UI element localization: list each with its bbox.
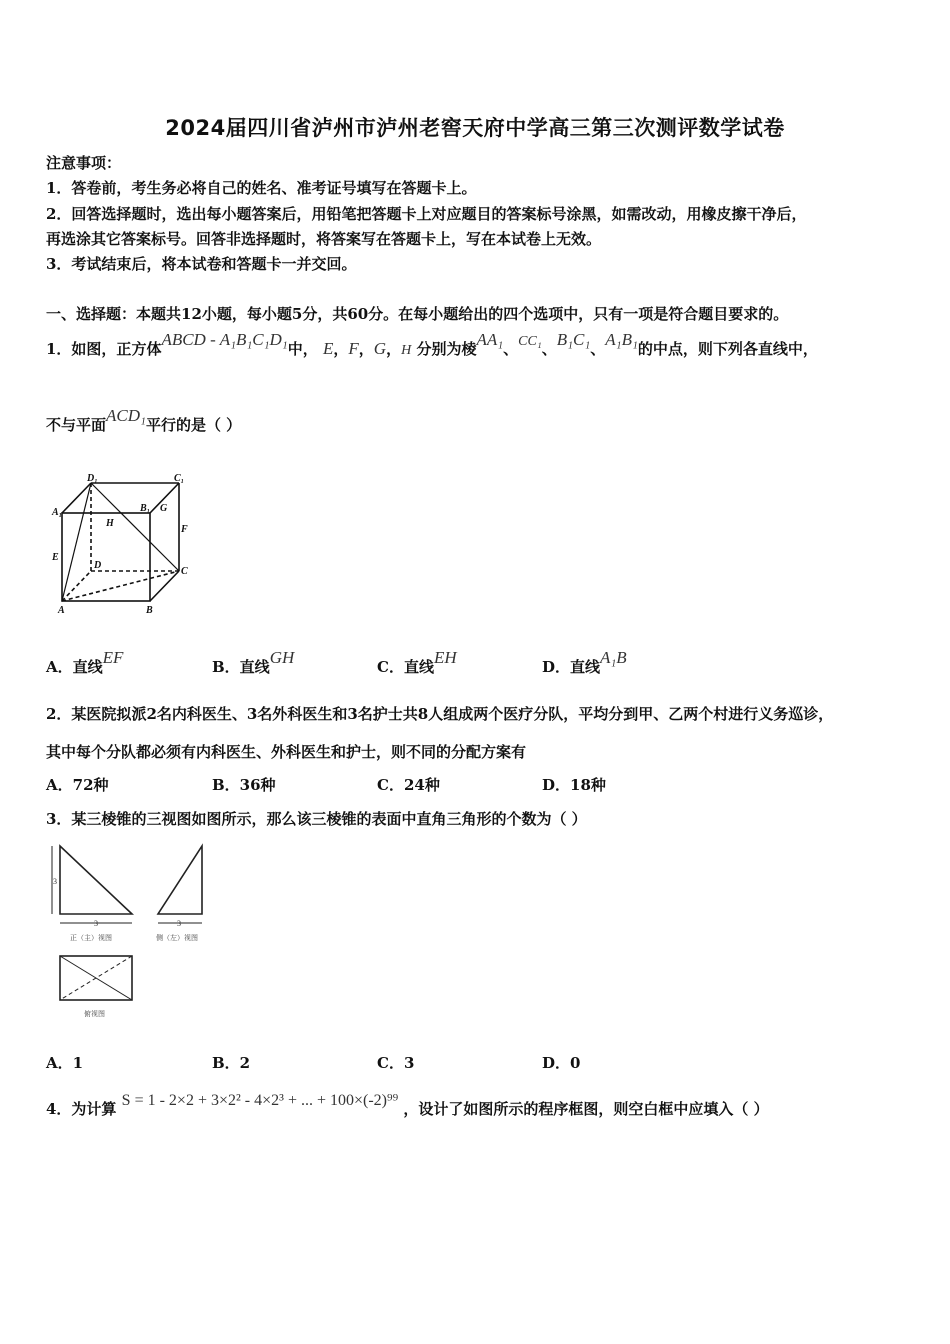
three-view-figure	[44, 838, 224, 1023]
q2-option-b: B．36种	[212, 776, 276, 794]
q1-text: 分别为棱	[416, 340, 477, 358]
notice-item: 3．考试结束后，将本试卷和答题卡一并交回。	[46, 255, 357, 273]
q4-text: 4．为计算	[46, 1100, 117, 1118]
cube-figure	[44, 470, 204, 620]
question-2-line-2: 其中每个分队都必须有内科医生、外科医生和护士，则不同的分配方案有	[46, 743, 527, 761]
question-2-line-1: 2．某医院拟派2名内科医生、3名外科医生和3名护士共8人组成两个医疗分队，平均分到甲、乙两个村进行义务巡诊，	[46, 705, 834, 723]
q1-edge: B₁C₁	[556, 330, 591, 349]
dim-label: 3	[177, 919, 181, 928]
q2-option-d: D．18种	[542, 776, 606, 794]
notice-item: 2．回答选择题时，选出每小题答案后，用铅笔把答题卡上对应题目的答案标号涂黑，如需改动，用橡皮擦干净后，	[46, 205, 807, 223]
cube-label-a: A	[58, 605, 65, 616]
dim-label: 3	[94, 919, 98, 928]
notice-item: 再选涂其它答案标号。回答非选择题时，将答案写在答题卡上，写在本试卷上无效。	[46, 230, 602, 248]
q2-option-c: C．24种	[377, 776, 440, 794]
q3-option-a: A．1	[46, 1054, 84, 1072]
dim-label: 3	[53, 877, 57, 886]
q1-option-a: A．直线EF	[46, 648, 124, 676]
q2-option-a: A．72种	[46, 776, 109, 794]
cube-diagonal	[62, 483, 91, 601]
cube-edge	[62, 483, 91, 513]
side-view-label: 侧（左）视图	[156, 934, 198, 942]
cube-label-h: H	[106, 518, 114, 529]
q1-option-d: D．直线A₁B	[542, 648, 627, 676]
cube-label-e: E	[52, 552, 59, 563]
q1-edge: AA₁	[476, 330, 504, 349]
q1-edge: A₁B₁	[605, 330, 638, 349]
section-heading: 一、选择题：本题共12小题，每小题5分，共60分。在每小题给出的四个选项中，只有一项是符合题目要求的。	[46, 305, 789, 323]
q1-point-f: F	[348, 339, 359, 358]
q1-text: 1．如图，正方体	[46, 340, 162, 358]
cube-label-d: D	[94, 560, 102, 571]
cube-label-b1: B₁	[140, 503, 151, 514]
question-1-stem: 1．如图，正方体ABCD - A₁B₁C₁D₁中， E，F，G，H 分别为棱AA₁、CC₁、B₁C₁、A₁B₁的中点，则下列各直线中，	[46, 330, 818, 358]
cube-label-c: C	[181, 566, 188, 577]
notice-heading: 注意事项：	[46, 154, 122, 172]
q1-text: 平行的是（ ）	[145, 416, 242, 434]
cube-label-d1: D₁	[87, 473, 98, 484]
front-view-triangle	[60, 846, 132, 914]
cube-label-a1: A₁	[52, 507, 63, 518]
cube-hidden-edge	[62, 571, 179, 601]
q3-option-b: B．2	[212, 1054, 251, 1072]
q1-option-c: C．直线EH	[377, 648, 457, 676]
q4-text: ，设计了如图所示的程序框图，则空白框中应填入（ ）	[403, 1100, 769, 1118]
q1-cube: ABCD - A₁B₁C₁D₁	[161, 330, 288, 349]
q1-text: 不与平面	[46, 416, 107, 434]
top-view-label: 俯视图	[84, 1010, 105, 1018]
question-3-stem: 3．某三棱锥的三视图如图所示，那么该三棱锥的表面中直角三角形的个数为（ ）	[46, 810, 587, 828]
question-1-stem-2	[46, 406, 242, 435]
q1-point-e: E	[322, 339, 334, 358]
q1-plane: ACD₁	[106, 406, 146, 425]
cube-label-c1: C₁	[174, 473, 185, 484]
q1-text: 中，	[287, 340, 318, 358]
q1-option-b: B．直线GH	[212, 648, 295, 676]
notice-item: 1．答卷前，考生务必将自己的姓名、准考证号填写在答题卡上。	[46, 179, 477, 197]
q3-option-d: D．0	[542, 1054, 581, 1072]
q1-point-h: H	[401, 343, 412, 358]
q1-edge: CC₁	[518, 334, 542, 349]
page-title: 2024届四川省泸州市泸州老窖天府中学高三第三次测评数学试卷	[165, 116, 785, 140]
q3-option-c: C．3	[377, 1054, 415, 1072]
q1-point-g: G	[373, 339, 387, 358]
front-view-label: 正（主）视图	[70, 934, 112, 942]
cube-label-f: F	[181, 524, 188, 535]
cube-label-b: B	[146, 605, 153, 616]
question-4-stem	[46, 1092, 769, 1119]
side-view-triangle	[158, 846, 202, 914]
cube-label-g: G	[160, 503, 168, 514]
q4-formula: S = 1 - 2×2 + 3×2² - 4×2³ + ... + 100×(-2)⁹⁹	[121, 1092, 399, 1109]
q1-text: 的中点，则下列各直线中，	[637, 340, 818, 358]
